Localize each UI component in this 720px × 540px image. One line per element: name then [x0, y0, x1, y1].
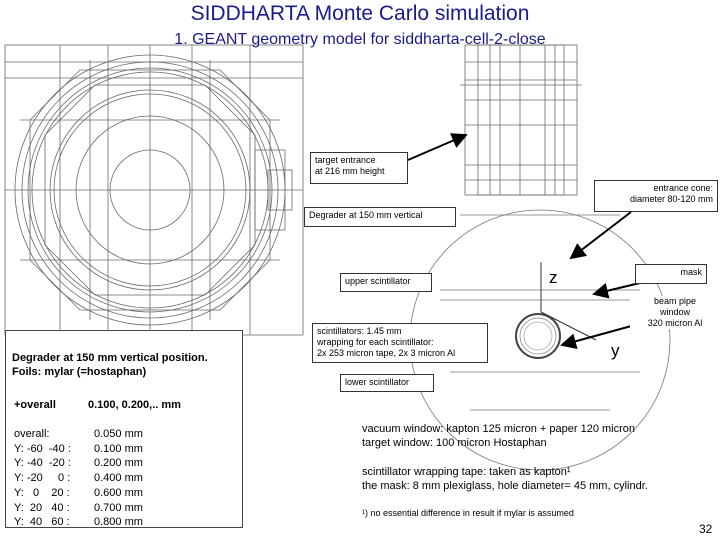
entrance-cone-label: entrance cone: diameter 80-120 mm [594, 180, 718, 212]
degrader-info-box [5, 330, 243, 528]
degrader-value: 0.600 mm [94, 486, 143, 499]
upper-scintillator-label: upper scintillator [340, 273, 432, 292]
overall-label: +overall [14, 399, 56, 411]
note-vacuum-window: vacuum window: kapton 125 micron + paper 120 micron [362, 423, 636, 435]
beam-pipe-label: beam pipe window 320 micron Al [630, 296, 720, 329]
degrader-row: Y: -40 -20 : [14, 457, 71, 470]
degrader-row: Y: 0 20 : [14, 486, 70, 499]
degrader-row: Y: 20 40 : [14, 501, 70, 514]
degrader-value: 0.800 mm [94, 516, 143, 529]
degrader-value: 0.200 mm [94, 457, 143, 470]
scintillators-label: scintillators: 1.45 mm wrapping for each scintillator: 2x 253 micron tape, 2x 3 micron Al [312, 323, 488, 363]
degrader-label: Degrader at 150 mm vertical [304, 207, 456, 227]
degrader-value: 0.400 mm [94, 472, 143, 485]
lower-scintillator-label: lower scintillator [340, 374, 434, 392]
cell-circle-view [5, 45, 303, 335]
degrader-heading: Degrader at 150 mm vertical position. Foils: mylar (=hostaphan) [12, 352, 208, 378]
page-title: SIDDHARTA Monte Carlo simulation [190, 2, 530, 25]
degrader-row: Y: -20 0 : [14, 472, 71, 485]
degrader-row: Y: 40 60 : [14, 516, 70, 529]
degrader-row: Y: -60 -40 : [14, 442, 71, 455]
footnote: ¹) no essential difference in result if mylar is assumed [362, 508, 574, 518]
page-subtitle: 1. GEANT geometry model for siddharta-cell-2-close [174, 31, 546, 48]
degrader-value: 0.050 mm [94, 428, 143, 440]
note-target-window: target window: 100 micron Hostaphan [362, 437, 547, 449]
degrader-rows-right [94, 427, 143, 530]
degrader-row: overall: [14, 428, 50, 440]
degrader-value: 0.100 mm [94, 442, 143, 455]
degrader-rows-left [14, 427, 71, 530]
target-cell-view [460, 45, 582, 195]
target-entrance-label: target entrance at 216 mm height [310, 152, 408, 184]
degrader-value: 0.700 mm [94, 501, 143, 514]
note-wrapping-tape: scintillator wrapping tape: taken as kapton¹ [362, 466, 571, 478]
overall-values: 0.100, 0.200,.. mm [88, 399, 181, 411]
z-axis-label: z [549, 268, 558, 287]
leader-lines [408, 135, 640, 345]
page-number: 32 [699, 522, 713, 536]
y-axis-label: y [611, 341, 620, 360]
mask-label: mask [635, 264, 707, 284]
note-mask: the mask: 8 mm plexiglass, hole diameter= 45 mm, cylindr. [362, 480, 648, 492]
